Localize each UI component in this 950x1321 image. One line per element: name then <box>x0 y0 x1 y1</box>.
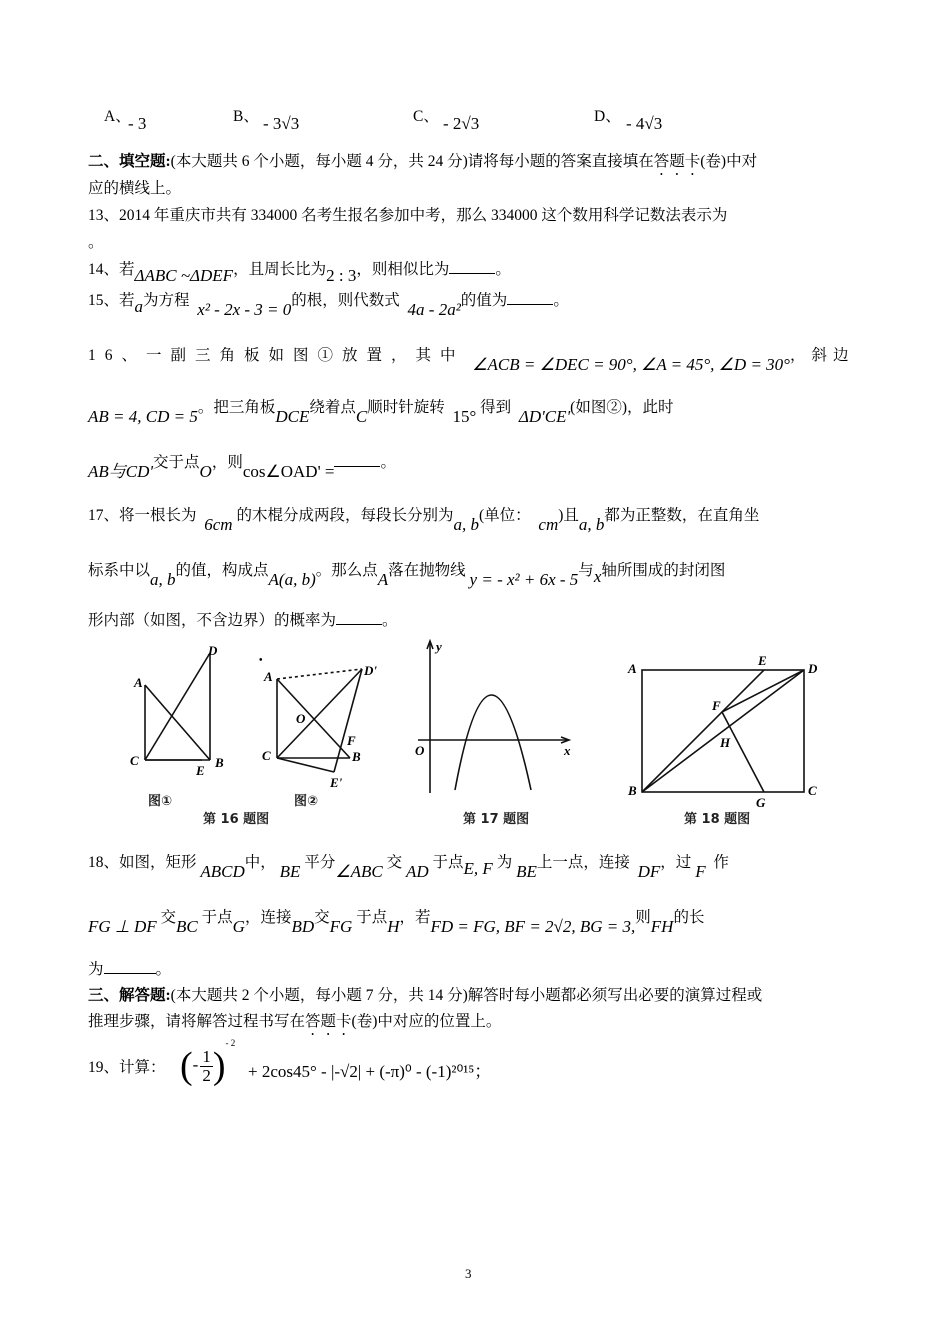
fig3-label-y: y <box>436 639 442 654</box>
q18-figure-caption: 第 18 题图 <box>684 812 751 827</box>
option-c-label: C、 <box>413 108 439 125</box>
fig4-label-a: A <box>628 661 637 676</box>
q14: 14、若ΔABC ~ΔDEF，且周长比为2 : 3，则相似比为 。 <box>88 261 511 285</box>
fig4-label-g: G <box>756 795 766 810</box>
fig4-label-d: D <box>808 661 818 676</box>
fig4-label-h: H <box>720 735 731 750</box>
q14-answer-blank <box>449 259 495 274</box>
fig2-label-o: O <box>296 711 306 726</box>
fig2-label-f: F <box>347 733 356 748</box>
q19-fraction: (- $\frac{1}{2}$ )$^{- 2}$ <box>180 1037 236 1088</box>
option-d-value: - 4√3 <box>626 114 663 133</box>
section2-heading: 二、填空题:(本大题共 6 个小题，每小题 4 分，共 24 分)请将每小题的答案直接填在答题卡(卷)中对 <box>88 153 758 170</box>
section2-title: 二、填空题: <box>88 153 171 170</box>
q16-answer-blank <box>334 452 380 467</box>
q17-line2: 标系中以a, b的值，构成点A(a, b)。那么点A落在抛物线 y = - x² + 6x - 5与x轴所围成的封闭图 <box>88 562 726 589</box>
fig1-label-b: B <box>215 755 224 770</box>
option-c-value: - 2√3 <box>443 114 480 133</box>
fig1-label-d: D <box>208 643 218 658</box>
q17-line1: 17、将一根长为 6cm 的木棍分成两段，每段长分别为a, b(单位： cm)且a, b都为正整数，在直角坐 <box>88 507 760 534</box>
q13-line2: 。 <box>88 234 104 251</box>
q17-figure-caption: 第 17 题图 <box>463 812 530 827</box>
option-b-value: - 3√3 <box>263 114 300 133</box>
q15-answer-blank <box>507 290 553 305</box>
fig4-label-e: E <box>758 653 767 668</box>
fig4-label-b: B <box>628 783 637 798</box>
answer-card-emphasis-2: 答题卡 <box>305 1013 352 1030</box>
figure-4 <box>642 670 804 792</box>
q13-line1: 13、2014 年重庆市共有 334000 名考生报名参加中考，那么 334000 这个数用科学记数法表示为 <box>88 207 728 224</box>
fig1-caption: 图① <box>148 794 173 809</box>
fig1-label-a: A <box>134 675 143 690</box>
q16-line3: AB与CD'交于点O，则cos∠OAD' = 。 <box>88 454 396 481</box>
fig3-label-o: O <box>415 743 425 758</box>
fig2-label-ep: E' <box>330 775 343 790</box>
fig2-caption: 图② <box>294 794 319 809</box>
fig2-label-b: B <box>352 749 361 764</box>
q15: 15、若a为方程 x² - 2x - 3 = 0的根，则代数式 4a - 2a²的值为 。 <box>88 292 569 319</box>
q18-line3: 为 。 <box>88 961 172 978</box>
option-a-label: A、 <box>104 108 131 125</box>
page-number: 3 <box>465 1266 472 1281</box>
fig4-label-f: F <box>712 698 721 713</box>
section3-title: 三、解答题: <box>88 987 171 1004</box>
q17-answer-blank <box>336 610 382 625</box>
q18-line1: 18、如图，矩形 ABCD中， BE 平分∠ABC 交 AD 于点E, F 为 BE上一点，连接 DF，过 F 作 <box>88 854 729 881</box>
fig2-label-c: C <box>262 748 271 763</box>
section3-heading: 三、解答题:(本大题共 2 个小题，每小题 7 分，共 14 分)解答时每小题都必须写出必要的演算过程或 <box>88 987 763 1004</box>
answer-card-emphasis: 答题卡 <box>653 153 701 170</box>
option-d-label: D、 <box>594 108 621 125</box>
q18-answer-blank <box>104 959 156 974</box>
section2-heading-cont: 应的横线上。 <box>88 180 182 197</box>
option-a-value: - 3 <box>128 114 147 133</box>
figure-1 <box>145 653 210 760</box>
q16-figure-caption: 第 16 题图 <box>203 812 270 827</box>
fig2-label-dp: D' <box>364 663 377 678</box>
figures-svg <box>118 635 848 835</box>
option-b-label: B、 <box>233 108 259 125</box>
fig1-label-c: C <box>130 753 139 768</box>
figure-3 <box>418 641 569 793</box>
figures-strip <box>118 635 848 835</box>
fig1-label-e: E <box>196 763 205 778</box>
q18-line2: FG ⊥ DF 交BC 于点G，连接BD交FG 于点H，若FD = FG, BF = 2√2, BG = 3,则FH的长 <box>88 909 705 936</box>
figure-2 <box>277 669 362 772</box>
q16-line2: AB = 4, CD = 5。把三角板DCE绕着点C顺时针旋转 15° 得到 ΔD'CE'(如图②)，此时 <box>88 399 674 426</box>
fig2-label-a: A <box>264 669 273 684</box>
fig4-label-c: C <box>808 783 817 798</box>
q19: 19、计算： (- $\frac{1}{2}$ )$^{- 2}$ + 2cos45° - |-√2| + (-π)⁰ - (-1)²⁰¹⁵； <box>88 1037 492 1088</box>
fig3-label-x: x <box>564 743 571 758</box>
q17-line3: 形内部（如图，不含边界）的概率为 。 <box>88 612 398 629</box>
svg-text:•: • <box>259 655 263 666</box>
q16-line1: 16、一副三角板如图①放置，其中 ∠ACB = ∠DEC = 90°, ∠A = 45°, ∠D = 30°，斜边 <box>88 347 855 374</box>
section3-heading-cont: 推理步骤，请将解答过程书写在答题卡(卷)中对应的位置上。 <box>88 1013 502 1030</box>
